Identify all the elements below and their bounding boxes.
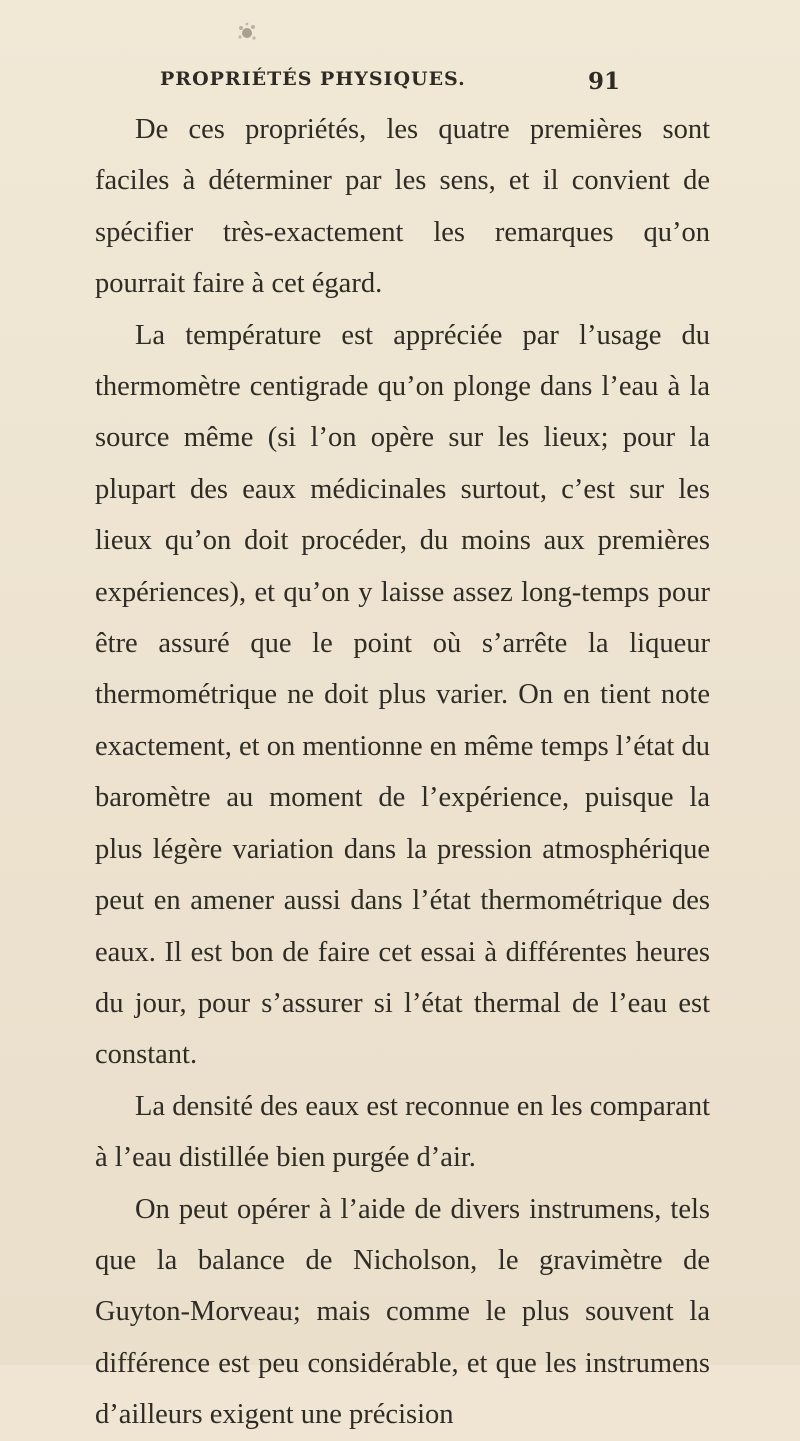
page-number: 91: [588, 68, 621, 95]
paragraph: De ces propriétés, les quatre premières sont faciles à déterminer par les sens, et il convient de spécifier très-exactement les remarques qu’on pourrait faire à cet égard.: [95, 114, 710, 300]
paragraph: La température est appréciée par l’usage du thermomètre centigrade qu’on plonge dans l’eau à la source même (si l’on opère sur les lieux; pour la plupart des eaux médicinales surtout, c’est sur les lieux qu’on doit procéder, du moins aux premières expériences), et qu’on y laisse assez long-temps pour être assuré que le point où s’arrête la liqueur thermométrique ne doit plus varier. On en tient note exactement, et on mentionne en même temps l’état du baromètre au moment de l’expérience, puisque la plus légère variation dans la pression atmosphérique peut en amener aussi dans l’état thermométrique des eaux. Il est bon de faire cet essai à différentes heures du jour, pour s’assurer si l’état thermal de l’eau est constant.: [95, 319, 710, 1071]
printer-ornament: [232, 20, 262, 46]
body-text: [95, 104, 710, 1441]
paragraph: La densité des eaux est reconnue en les comparant à l’eau distillée bien purgée d’air.: [95, 1090, 710, 1174]
paragraph: On peut opérer à l’aide de divers instrumens, tels que la balance de Nicholson, le gravimètre de Guyton-Morveau; mais comme le plus souvent la différence est peu considérable, et que les instrumens d’ailleurs exigent une précision: [95, 1193, 710, 1431]
running-title: PROPRIÉTÉS PHYSIQUES.: [160, 68, 466, 90]
